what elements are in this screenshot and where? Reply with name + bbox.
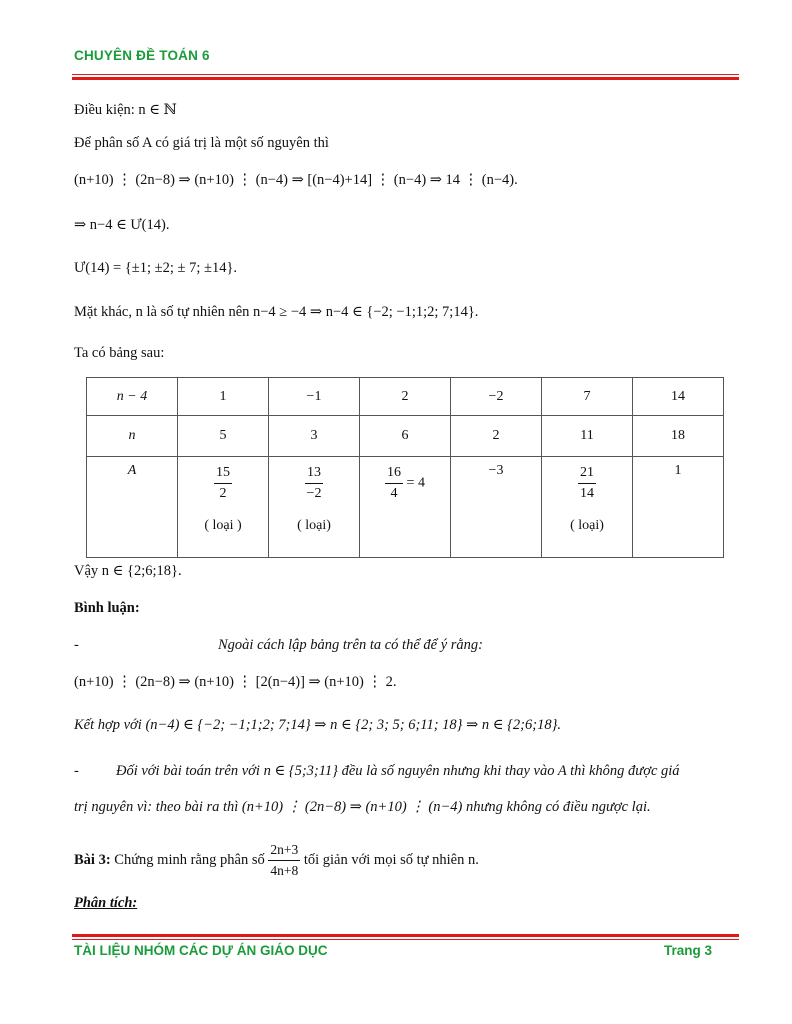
header-rule [72,74,739,80]
table-cell: n − 4 [87,378,178,416]
equals-value: = 4 [406,475,425,491]
rejected-note: ( loại) [570,518,604,533]
fraction: $\frac{13}{-2}$ [306,465,322,501]
remark-line: Kết hợp với (n−4) ∈ {−2; −1;1;2; 7;14} ⇒ n ∈ {2; 3; 5; 6;11; 18} ⇒ n ∈ {2;6;18}. [74,717,561,733]
table-cell: −1 [269,378,360,416]
exercise-label: Bài 3: [74,851,111,868]
page-number: Trang 3 [663,943,712,958]
table-cell: 14 [633,378,724,416]
fraction: $\frac{15}{2}$ [216,465,230,501]
footer-left: TÀI LIỆU NHÓM CÁC DỰ ÁN GIÁO DỤC [74,943,328,958]
table-row [87,457,724,558]
equation-line: ⇒ n−4 ∈ Ư(14). [74,217,170,233]
table-cell: 3 [269,416,360,457]
table-cell: 2 [451,416,542,457]
table-cell: 18 [633,416,724,457]
page-header-title: CHUYÊN ĐỀ TOÁN 6 [74,48,210,63]
table-row [87,416,724,457]
fraction: $\frac{16}{4}$ [387,465,402,501]
remark-line: Đối với bài toán trên với n ∈ {5;3;11} đều là số nguyên nhưng khi thay vào A thì không được giá [116,763,680,779]
table-cell: −2 [451,378,542,416]
table-cell: 5 [178,416,269,457]
text-line: Ta có bảng sau: [74,345,165,361]
table-cell: 11 [542,416,633,457]
rejected-note: ( loại) [297,518,331,533]
fraction: $\frac{2n+3}{4n+8}$ [270,842,299,878]
table-cell: 1 [178,378,269,416]
equation-line: (n+10) ⋮ (2n−8) ⇒ (n+10) ⋮ (n−4) ⇒ [(n−4)+14] ⋮ (n−4) ⇒ 14 ⋮ (n−4). [74,172,518,188]
text-line: Để phân số A có giá trị là một số nguyên thì [74,135,329,151]
exercise-text: Chứng minh rằng phân số [114,851,265,868]
table-cell: −3 [451,457,542,558]
footer-rule [72,934,739,940]
table-cell: 7 [542,378,633,416]
remark-line: trị nguyên vì: theo bài ra thì (n+10) ⋮ (2n−8) ⇒ (n+10) ⋮ (n−4) nhưng không có điều ngược lại. [74,799,651,815]
table-cell: A [87,457,178,558]
section-heading: Bình luận: [74,600,140,616]
table-cell [542,457,633,558]
equation-line: (n+10) ⋮ (2n−8) ⇒ (n+10) ⋮ [2(n−4)] ⇒ (n+10) ⋮ 2. [74,674,397,690]
bullet-dash: - [74,763,79,779]
table-cell [360,457,451,558]
fraction: $\frac{21}{14}$ [580,465,594,501]
table-cell: 6 [360,416,451,457]
text-line: Mặt khác, n là số tự nhiên nên n−4 ≥ −4 ⇒ n−4 ∈ {−2; −1;1;2; 7;14}. [74,304,479,320]
condition-line: Điều kiện: n ∈ ℕ [74,102,177,118]
bullet-dash: - [74,637,79,653]
table-cell [178,457,269,558]
table-cell: 2 [360,378,451,416]
table-cell: 1 [633,457,724,558]
exercise-text: tối giản với mọi số tự nhiên n. [303,851,479,868]
remark-line: Ngoài cách lập bảng trên ta có thể để ý rằng: [218,637,483,653]
table-cell [269,457,360,558]
table-cell: n [87,416,178,457]
equation-line: Ư(14) = {±1; ±2; ± 7; ±14}. [74,260,238,276]
conclusion-line: Vậy n ∈ {2;6;18}. [74,563,182,579]
values-table [86,377,724,558]
table-row [87,378,724,416]
exercise-3 [74,840,479,881]
analysis-heading: Phân tích: [74,895,138,911]
rejected-note: ( loại ) [204,518,242,533]
